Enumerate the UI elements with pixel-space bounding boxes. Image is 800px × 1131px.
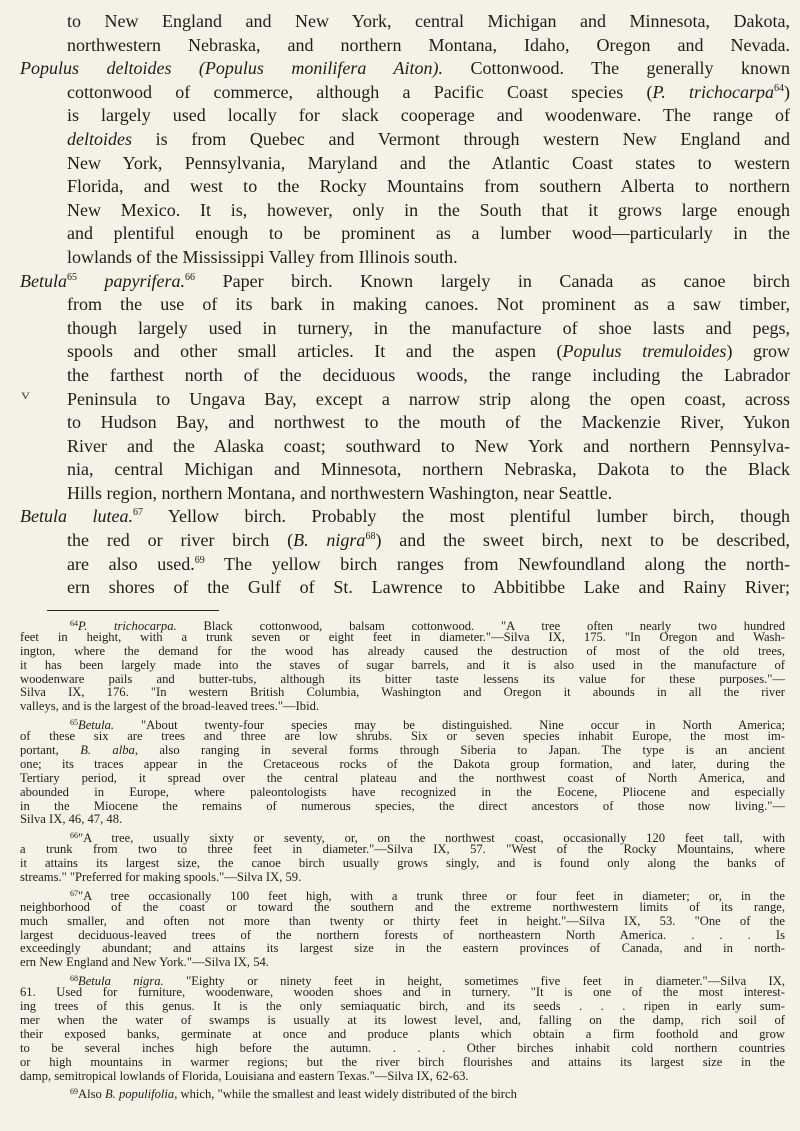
text-line: the red or river birch (B. nigra$^{68}$) and the sweet birch, next to be described, [67, 530, 790, 551]
text-line: New York, Pennsylvania, Maryland and the Atlantic Coast states to western [67, 152, 790, 173]
text-line: New Mexico. It is, however, only in the South that it grows large enough [67, 199, 790, 220]
text-line: from the use of its bark in making canoes. Not prominent as a saw timber, [67, 294, 790, 315]
text-line: though largely used in turnery, in the manufacture of shoe lasts and pegs, [67, 317, 790, 338]
footnote-67: $^{67}$"A tree occasionally 100 feet high, with a trunk three or four feet in diameter; or, in the neighborhood of the coast or toward the southern and the extreme northwestern limits of its range, much smaller, and often not more than twenty or thirty feet in height."—Silva IX, 53. "One of the largest deciduous-leaved trees of the northern forests of northeastern North America. . . . Is exceedingly abundant; and attains its largest size in the eastern provinces of Canada, and in north- ern New England and New York."—Silva IX, 54. [20, 888, 785, 970]
text-line: ern shores of the Gulf of St. Lawrence to Abbitibbe Lake and Rainy River; [67, 577, 790, 598]
text-line: Hills region, northern Montana, and northwestern Washington, near Seattle. [67, 482, 613, 503]
footnote-68: $^{68}$Betula nigra. "Eighty or ninety feet in height, sometimes five feet in diameter."—Silva IX, 61. Used for furniture, woodenware, wooden shoes and in turnery. "It is one of the most interest- ing trees of this genus. It is the only semiaquatic birch, and its seeds . . . ripen in early sum- mer when the water of swamps is usually at its lowest level, and, falling on the damp, rich soil of their exposed banks, germinate at once and produce plants which obtain a firm foothold and grow to be several inches high before the autumn. . . . Other birches inhabit cold northern countries or high mountains in warmer regions; but the river birch flourishes and attains its largest size in the damp, semitropical lowlands of Florida, Louisiana and eastern Texas."—Silva IX, 62-63. [20, 974, 785, 1083]
text-line: cottonwood of commerce, although a Pacific Coast species (P. trichocarpa$^{64}$) [67, 81, 790, 102]
footnote-ref: 67 [132, 507, 143, 519]
footnote-ref: 66 [185, 271, 196, 283]
text-line: deltoides is from Quebec and Vermont through western New England and [67, 128, 790, 149]
footnotes [20, 615, 786, 1102]
footnote-ref: 64 [774, 82, 784, 94]
footnote-65: $^{65}$Betula. "About twenty-four species may be distinguished. Nine occur in North America; of these six are trees and three are low shrubs. Six or seven species inhabit Europe, the most im- portant, B. alba, also ranging in several forms through Siberia to Japan. The type is an ancient one; its traces appear in the Cretaceous rocks of the Dakota group formation, and later, during the Tertiary period, it spread over the central plateau and the northwest coast of North America, and abounded in Europe, where paleontologists have recognized in the Eocene, Pliocene and especially in the Miocene the remains of numerous species, the direct ancestors of those now living."— Silva IX, 46, 47, 48. [20, 718, 785, 827]
text-line: to New England and New York, central Michigan and Minnesota, Dakota, [67, 11, 790, 31]
text-line: the farthest north of the deciduous woods, the range including the Labrador [67, 364, 790, 385]
text-line: Populus deltoides (Populus monilifera Aiton). Cottonwood. The generally known [20, 58, 790, 79]
text-line: to Hudson Bay, and northwest to the mouth of the Mackenzie River, Yukon [67, 412, 790, 433]
text-line: is largely used locally for slack cooperage and woodenware. The range of [67, 105, 790, 126]
text-line: Betula$^{65}$ papyrifera.$^{66}$ Paper birch. Known largely in Canada as canoe birch [20, 270, 790, 291]
text-line: River and the Alaska coast; southward to New York and northern Pennsylva- [67, 435, 790, 456]
footnote-64: $^{64}$P. trichocarpa. Black cottonwood, balsam cottonwood. "A tree often nearly two hundred feet in height, with a trunk seven or eight feet in diameter."—Silva IX, 175. "In Oregon and Wash- ington, where the demand for the wood has already caused the destruction of most of the old trees, it has been largely made into the staves of sugar barrels, and it is also used in the manufacture of woodenware pails and butter-tubs, although its bitter taste lessens its value for these purposes."— Silva IX, 176. "In western British Columbia, Washington and Oregon it abounds in all the river valleys, and is the largest of the broad-leaved trees."—Ibid. [20, 619, 786, 714]
footnote-ref: 68 [365, 531, 376, 543]
text-line: and plentiful enough to be prominent as a lumber wood—particularly in the [67, 223, 790, 244]
margin-mark: v [21, 388, 30, 403]
species-heading: Betula lutea. [20, 506, 133, 527]
species-heading: Betula [20, 270, 67, 291]
footnote-ref: 69 [194, 554, 205, 566]
text-line: lowlands of the Mississippi Valley from Illinois south. [67, 246, 458, 267]
footnote-rule [47, 610, 219, 611]
main-text [20, 10, 790, 600]
species-heading: Populus deltoides (Populus monilifera Aiton). [20, 58, 443, 79]
footnote-69: $^{69}$Also B. populifolia, which, "while the smallest and least widely distributed of the birch [70, 1087, 517, 1102]
text-line: Florida, and west to the Rocky Mountains from southern Alberta to northern [67, 176, 790, 197]
footnote-66: $^{66}$"A tree, usually sixty or seventy, or, on the northwest coast, occasionally 120 feet tall, with a trunk from two to three feet in diameter."—Silva IX, 57. "West of the Rocky Mountains, where it attains its largest size, the canoe birch usually grows singly, and is found only along the banks of streams." "Preferred for making spools."—Silva IX, 59. [20, 831, 785, 885]
text-line: are also used.$^{69}$ The yellow birch ranges from Newfoundland along the north- [67, 553, 790, 574]
footnote-ref: 65 [67, 271, 77, 283]
text-line: Peninsula to Ungava Bay, except a narrow strip along the open coast, across [67, 388, 790, 409]
text-line: spools and other small articles. It and the aspen (Populus tremuloides) grow [67, 341, 790, 362]
text-line: Betula lutea.$^{67}$ Yellow birch. Probably the most plentiful lumber birch, though [20, 506, 790, 527]
text-line: nia, central Michigan and Minnesota, northern Nebraska, Dakota to the Black [67, 459, 790, 480]
text-line: northwestern Nebraska, and northern Montana, Idaho, Oregon and Nevada. [67, 34, 790, 55]
